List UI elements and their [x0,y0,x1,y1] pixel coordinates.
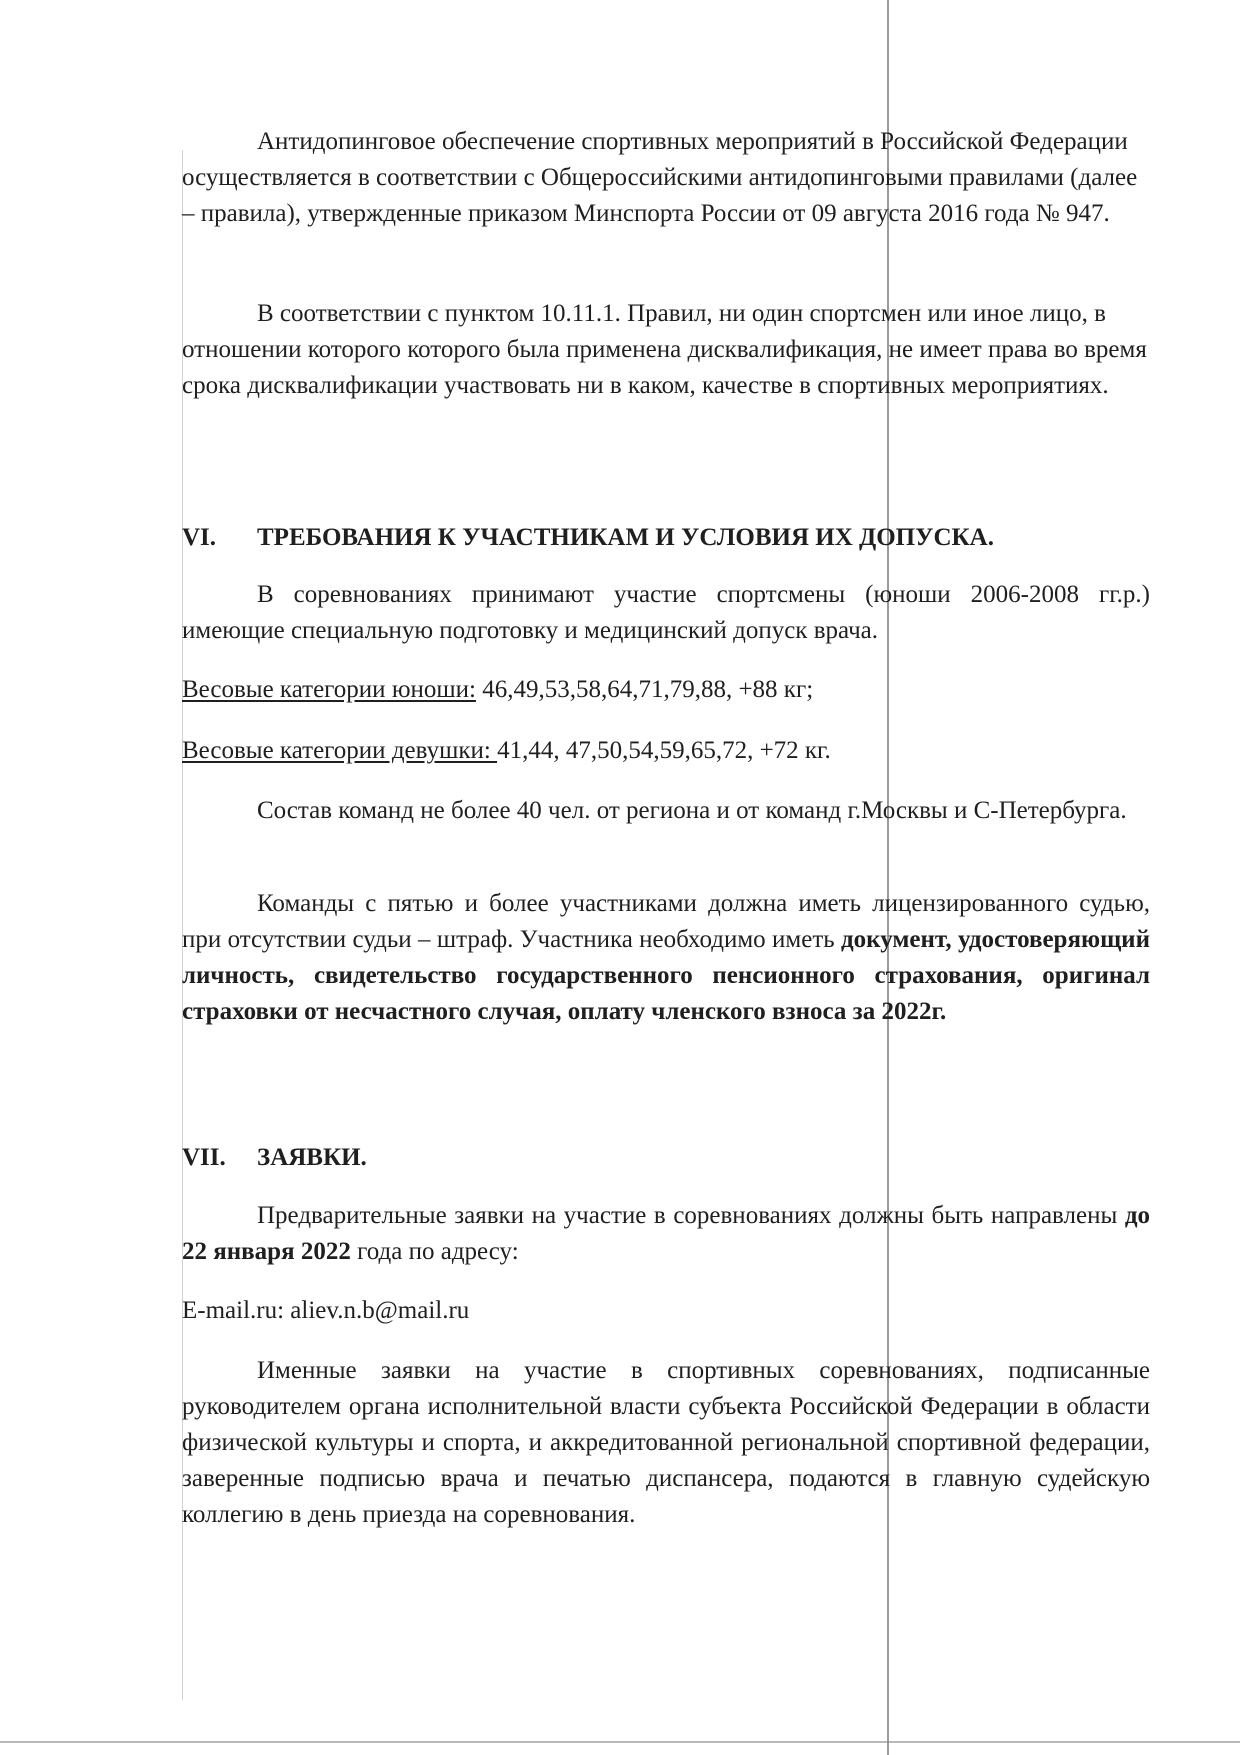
team-composition-paragraph: Состав команд не более 40 чел. от региона и от команд г.Москвы и С-Петербурга. [257,797,1127,824]
girls-weight-categories [182,733,1150,769]
boys-weight-categories [182,672,1150,708]
documents-paragraph-text: Команды с пятью и более участниками должна иметь лицензированного судью, при отсутствии судьи – штраф. Участника необходимо иметь [182,890,1150,953]
named-applications-paragraph: Именные заявки на участие в спортивных соревнованиях, подписанные руководителем органа исполнительной власти субъекта Российской Федерации в области физической культуры и спорта, и аккредитованной региональной спортивной федерации, заверенные подписью врача и печатью диспансера, подаются в главную судейскую коллегию в день приезда на соревнования. [182,1357,1150,1528]
section-7-title: ЗАЯВКИ. [257,1144,367,1171]
girls-weight-label: Весовые категории девушки: [182,737,498,764]
boys-weight-values: 46,49,53,58,64,71,79,88, +88 кг; [475,676,814,703]
section-7-number: VII. [182,1144,226,1171]
boys-weight-label: Весовые категории юноши: [182,676,476,703]
documents-paragraph [182,886,1150,1030]
antidoping-paragraph: Антидопинговое обеспечение спортивных мероприятий в Российской Федерации осуществляется в соответствии с Общероссийскими антидопинговыми правилами (далее – правила), утвержденные приказом Минспорта России от 09 августа 2016 года № 947. [182,128,1138,227]
section-6-heading [182,520,1150,556]
scan-artifact-bottom-line [0,1741,1240,1743]
section-6-title: ТРЕБОВАНИЯ К УЧАСТНИКАМ И УСЛОВИЯ ИХ ДОПУСКА. [257,524,994,551]
documents-required-list: документ, удостоверяющий личность, свидетельство государственного пенсионного страхования, оригинал страховки от несчастного случая, оплату членского взноса за 2022г. [182,926,1150,1025]
contact-email: E-mail.ru: aliev.n.b@mail.ru [182,1297,470,1324]
preliminary-applications-end: года по адресу: [350,1238,519,1265]
section-6-number: VI. [182,524,217,551]
preliminary-applications-text: Предварительные заявки на участие в соревнованиях должны быть направлены [257,1202,1125,1229]
participants-paragraph: В соревнованиях принимают участие спортсмены (юноши 2006-2008 гг.р.) имеющие специальную подготовку и медицинский допуск врача. [182,581,1150,644]
disqualification-paragraph: В соответствии с пунктом 10.11.1. Правил, ни один спортсмен или иное лицо, в отношении которого которого была применена дисквалификация, не имеет права во время срока дисквалификации участвовать ни в каком, качестве в спортивных мероприятиях. [182,300,1147,399]
application-deadline: до 22 января 2022 [182,1202,1150,1265]
girls-weight-values: 41,44, 47,50,54,59,65,72, +72 кг. [497,737,831,764]
section-7-heading [182,1140,1150,1176]
preliminary-applications-paragraph [182,1198,1150,1270]
